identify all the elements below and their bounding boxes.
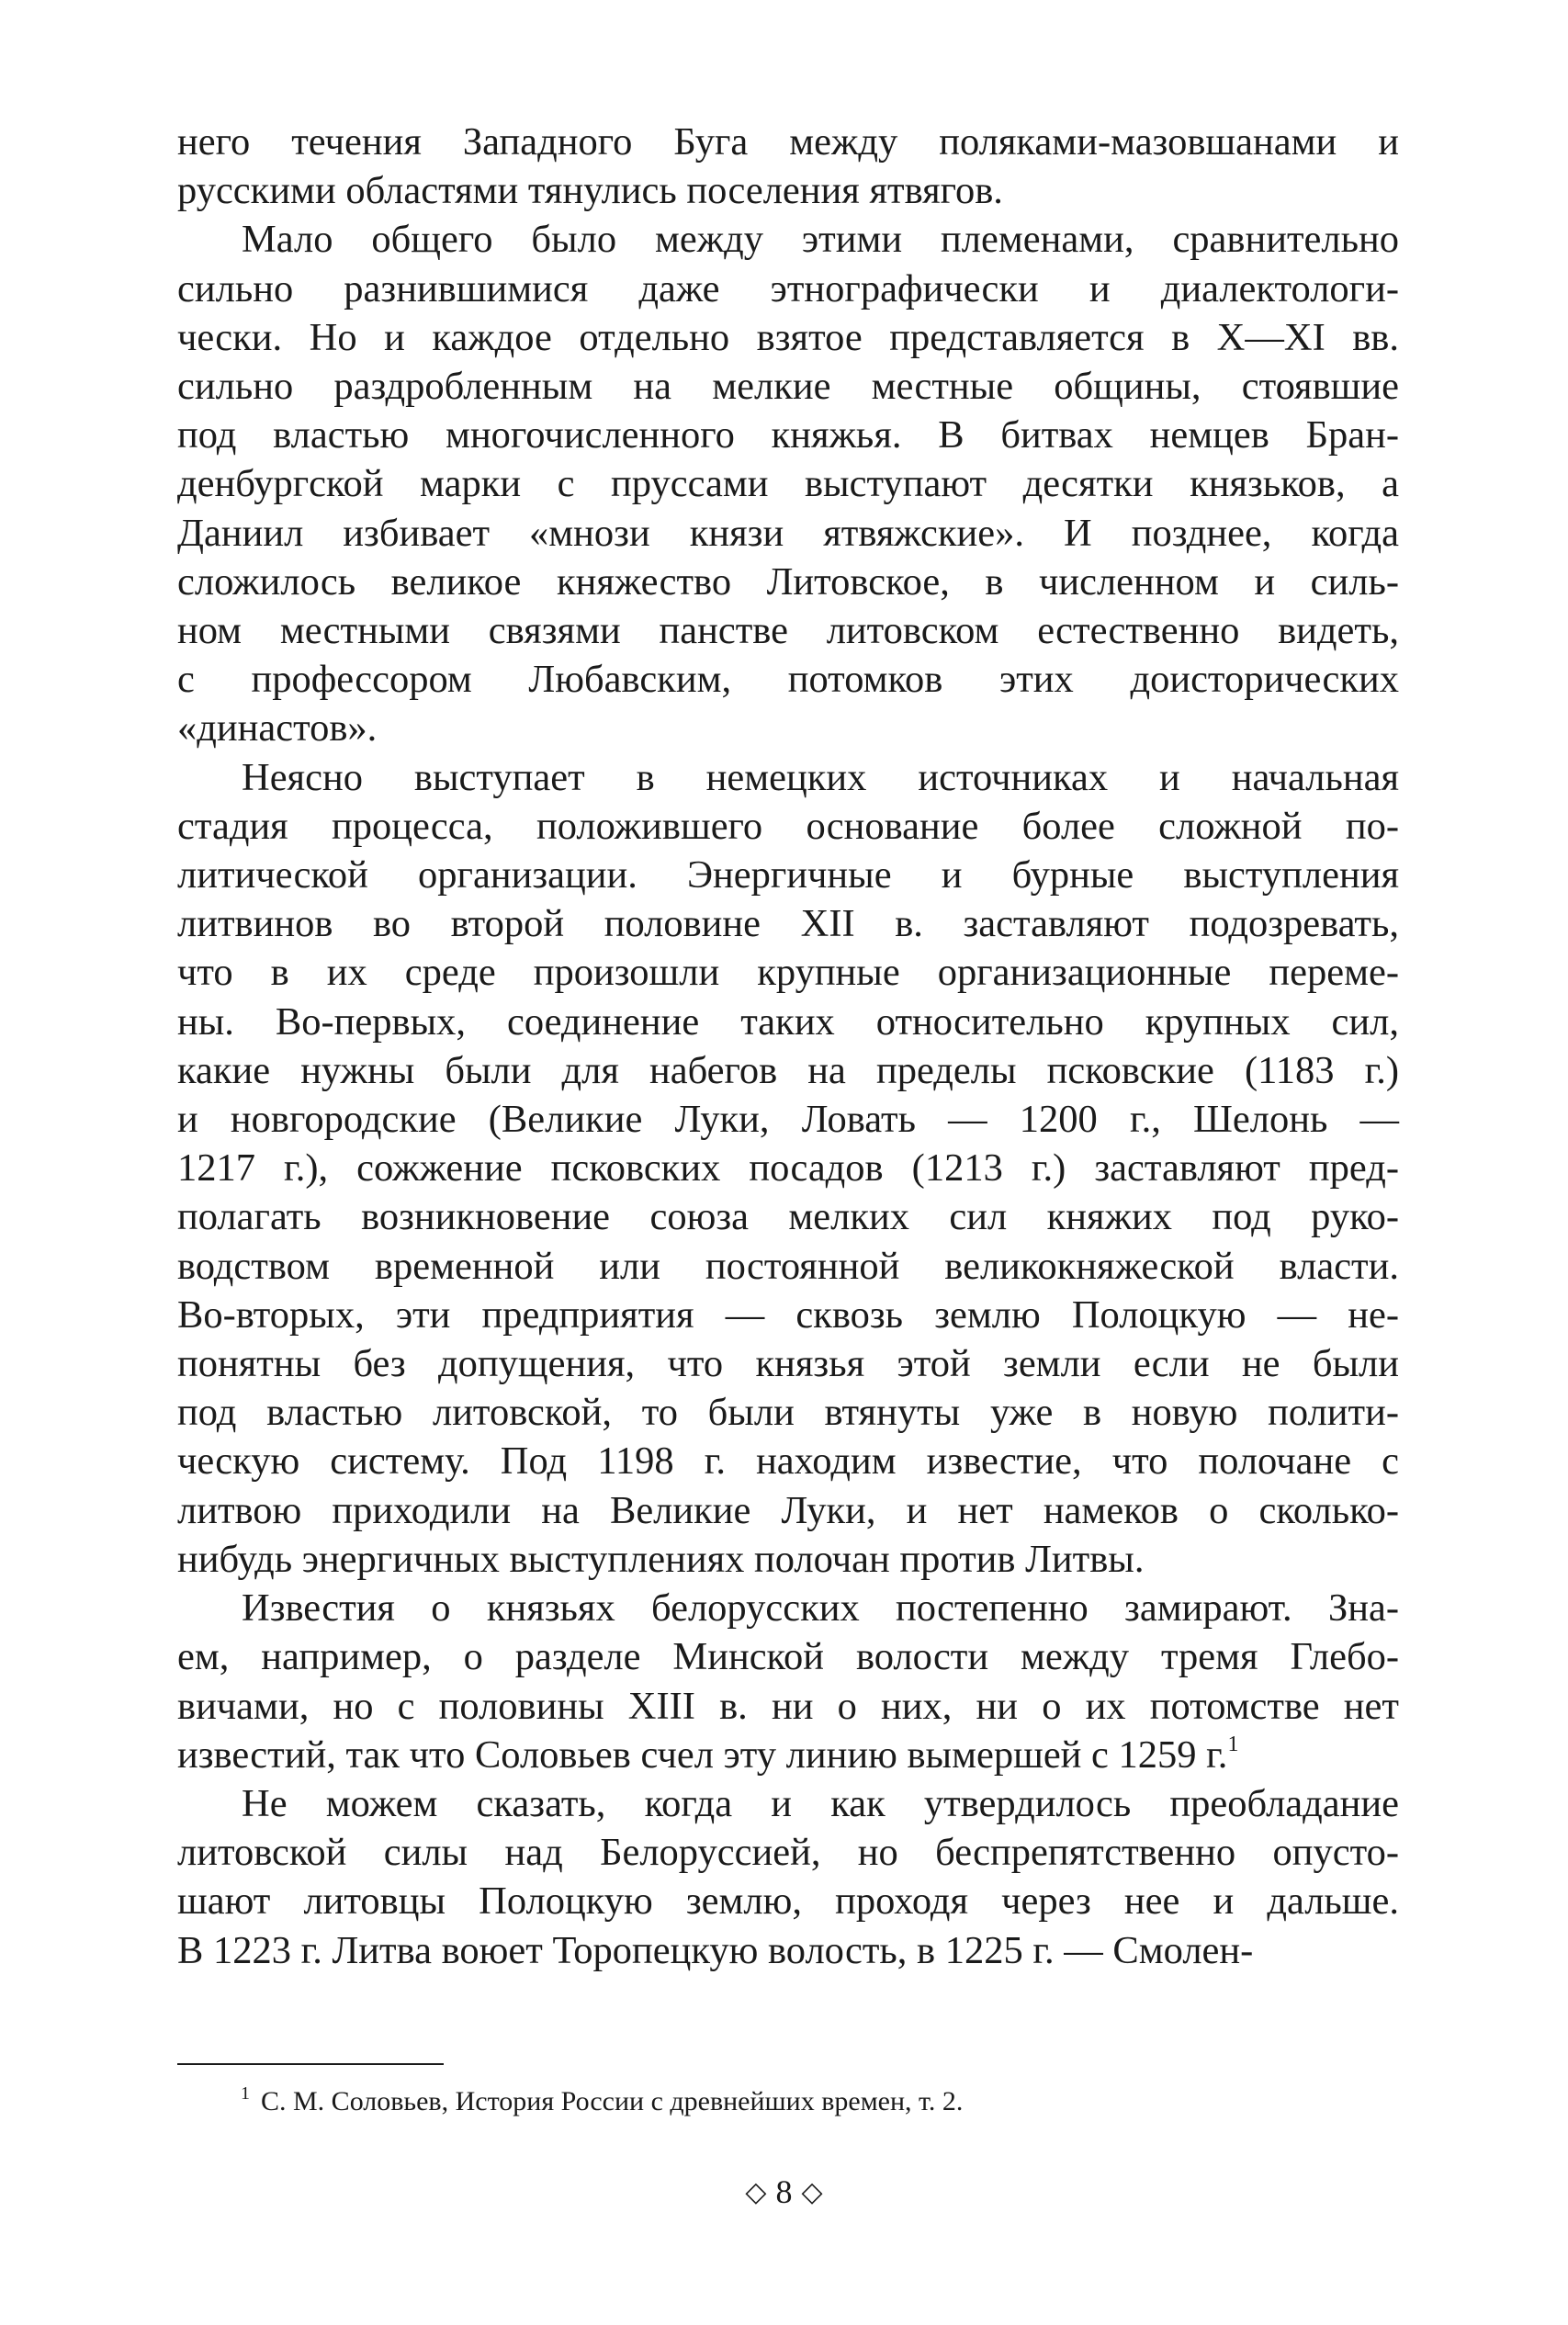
footnote-divider: [177, 2063, 444, 2065]
text-line: под властью многочисленного княжья. В битвах немцев Бран-: [177, 413, 1399, 457]
text-line: понятны без допущения, что князья этой земли если не были: [177, 1342, 1399, 1386]
paragraph: [177, 753, 1399, 1584]
text-line: Даниил избивает «мнози князи ятвяжские». И позднее, когда: [177, 511, 1399, 555]
text-line: ном местными связями панстве литовском естественно видеть,: [177, 609, 1399, 653]
text-line: и новгородские (Великие Луки, Ловать — 1200 г., Шелонь —: [177, 1098, 1399, 1142]
text-line: под властью литовской, то были втянуты уже в новую полити-: [177, 1391, 1399, 1435]
text-line: Известия о князьях белорусских постепенно замирают. Зна-: [242, 1586, 1399, 1631]
text-line: ем, например, о разделе Минской волости между тремя Глебо-: [177, 1635, 1399, 1679]
ornament-right-icon: ◇: [801, 2177, 823, 2207]
text-line: русскими областями тянулись поселения ятвягов.: [177, 169, 1003, 213]
text-line-content: известий, так что Соловьев счел эту линию вымершей с 1259 г.: [177, 1732, 1228, 1777]
text-line: чески. Но и каждое отдельно взятое представляется в X—XI вв.: [177, 315, 1399, 359]
text-line: него течения Западного Буга между поляками-мазовшанами и: [177, 120, 1399, 164]
text-line: ны. Во-первых, соединение таких относительно крупных сил,: [177, 999, 1399, 1044]
text-line: стадия процесса, положившего основание более сложной по-: [177, 804, 1399, 848]
text-line: какие нужны были для набегов на пределы псковские (1183 г.): [177, 1048, 1399, 1092]
text-line: Неясно выступает в немецких источниках и начальная: [242, 755, 1399, 799]
page-number-value: 8: [775, 2173, 793, 2210]
text-line: полагать возникновение союза мелких сил княжих под руко-: [177, 1195, 1399, 1239]
text-line: «династов».: [177, 706, 378, 751]
text-line: В 1223 г. Литва воюет Торопецкую волость, в 1225 г. — Смолен-: [177, 1928, 1254, 1972]
text-line: шают литовцы Полоцкую землю, проходя через нее и дальше.: [177, 1879, 1399, 1924]
text-line: сильно разнившимися даже этнографически и диалектологи-: [177, 266, 1399, 310]
text-line: литической организации. Энергичные и бурные выступления: [177, 853, 1399, 897]
text-line: ческую систему. Под 1198 г. находим известие, что полочане с: [177, 1439, 1399, 1484]
footnote: [241, 2083, 963, 2117]
page-body: [177, 118, 1399, 1975]
text-line: нибудь энергичных выступлениях полочан против Литвы.: [177, 1537, 1145, 1581]
text-line: литвою приходили на Великие Луки, и нет намеков о сколько-: [177, 1488, 1399, 1532]
footnote-number: 1: [241, 2083, 250, 2104]
text-line: сложилось великое княжество Литовское, в численном и силь-: [177, 559, 1399, 604]
text-line: что в их среде произошли крупные организационные переме-: [177, 951, 1399, 995]
text-line: Во-вторых, эти предприятия — сквозь землю Полоцкую — не-: [177, 1292, 1399, 1337]
text-line: вичами, но с половины XIII в. ни о них, ни о их потомстве нет: [177, 1684, 1399, 1728]
text-line: водством временной или постоянной великокняжеской власти.: [177, 1244, 1399, 1288]
text-line: сильно раздробленным на мелкие местные общины, стоявшие: [177, 365, 1399, 409]
paragraph: [177, 1584, 1399, 1779]
text-line: Мало общего было между этими племенами, сравнительно: [242, 218, 1399, 262]
text-line: литвинов во второй половине XII в. заставляют подозревать,: [177, 902, 1399, 946]
text-line: [177, 1731, 1399, 1779]
footnote-reference[interactable]: 1: [1227, 1732, 1239, 1756]
paragraph: [177, 1779, 1399, 1975]
footnote-text: С. М. Соловьев, История России с древнейших времен, т. 2.: [261, 2086, 964, 2116]
paragraph: [177, 215, 1399, 752]
text-line: 1217 г.), сожжение псковских посадов (1213 г.) заставляют пред-: [177, 1146, 1399, 1191]
text-line: денбургской марки с пруссами выступают десятки князьков, а: [177, 462, 1399, 506]
ornament-left-icon: ◇: [745, 2177, 767, 2207]
paragraph: [177, 118, 1399, 215]
page-number: [0, 2173, 1568, 2211]
text-line: Не можем сказать, когда и как утвердилось преобладание: [242, 1781, 1399, 1825]
text-line: с профессором Любавским, потомков этих доисторических: [177, 658, 1399, 702]
text-line: литовской силы над Белоруссией, но беспрепятственно опусто-: [177, 1831, 1399, 1875]
